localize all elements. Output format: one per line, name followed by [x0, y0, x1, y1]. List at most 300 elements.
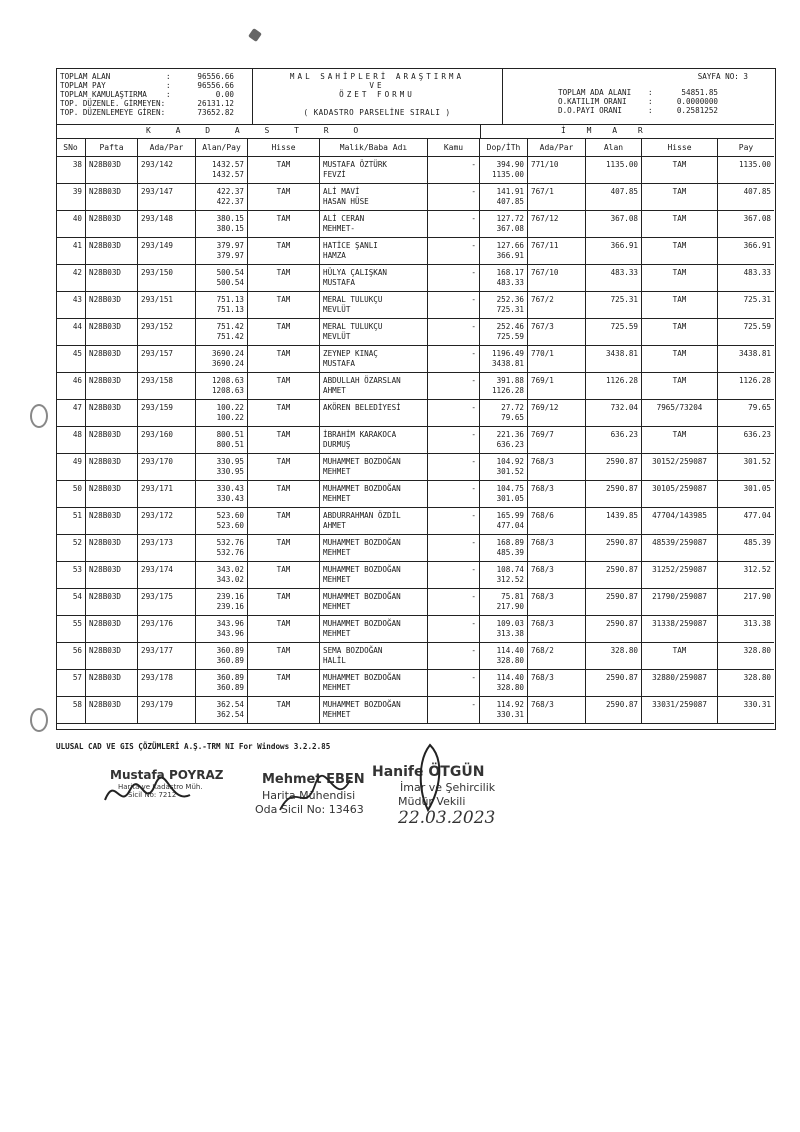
table-row — [56, 183, 774, 211]
cell-imar-pay — [718, 507, 774, 534]
cell-sno — [56, 237, 86, 264]
cell-ialan: 725.59 — [610, 322, 638, 331]
cell-ialan: 483.33 — [610, 268, 638, 277]
table-row — [56, 534, 774, 562]
cell-kamu — [428, 615, 480, 642]
cell-imar-ada-par — [528, 237, 586, 264]
cell-hisse — [248, 264, 320, 291]
cell-malik — [320, 453, 428, 480]
totals-block — [56, 68, 253, 124]
cell-sno: 57 — [72, 673, 82, 682]
cell-dop-ith — [480, 237, 528, 264]
cell-hisse — [248, 372, 320, 399]
cell-sno: 41 — [72, 241, 82, 250]
cell-hisse — [248, 291, 320, 318]
column-header-dop-ith: Dop/İTh — [480, 138, 528, 156]
form-title-line3: ÖZET FORMU — [339, 90, 415, 99]
cell-imar-hisse — [642, 345, 718, 372]
cell-imar-hisse — [642, 696, 718, 723]
cell-dop-ith — [480, 399, 528, 426]
cell-malik — [320, 426, 428, 453]
cell-baba: HALİL — [323, 656, 346, 665]
cell-ith: 725.31 — [496, 305, 524, 314]
cell-iadapar: 770/1 — [531, 349, 554, 358]
cell-hisse — [248, 345, 320, 372]
cell-imar-alan — [586, 588, 642, 615]
cell-hisse: TAM — [276, 241, 291, 250]
cell-iadapar: 768/3 — [531, 565, 554, 574]
cell-sno: 45 — [72, 349, 82, 358]
cell-iadapar: 768/3 — [531, 457, 554, 466]
cell-ada-par — [138, 399, 196, 426]
cell-malik — [320, 669, 428, 696]
cell-imar-ada-par — [528, 696, 586, 723]
cell-ialan: 1135.00 — [605, 160, 638, 169]
cell-hisse: TAM — [276, 592, 291, 601]
column-header-pafta: Pafta — [86, 138, 138, 156]
cell-iadapar: 769/7 — [531, 430, 554, 439]
cell-ihisse: 31252/259087 — [652, 565, 707, 574]
cell-imar-pay — [718, 615, 774, 642]
cell-kamu: - — [471, 268, 476, 277]
cell-imar-alan — [586, 183, 642, 210]
cell-baba: DURMUŞ — [323, 440, 351, 449]
signature-2-scribble — [275, 770, 355, 820]
section-kadastro: K A D A S T R O — [56, 124, 481, 138]
cell-pafta: N28B03D — [89, 349, 122, 358]
cell-ipay: 483.33 — [743, 268, 771, 277]
cell-ialan: 1439.85 — [605, 511, 638, 520]
cell-malik — [320, 561, 428, 588]
cell-ihisse: TAM — [672, 322, 687, 331]
signature-1-number: Sicil No: 7212 — [128, 791, 177, 799]
cell-imar-pay — [718, 345, 774, 372]
cell-imar-alan — [586, 615, 642, 642]
cell-sno — [56, 453, 86, 480]
cell-sno: 49 — [72, 457, 82, 466]
cell-imar-hisse — [642, 561, 718, 588]
cell-pafta: N28B03D — [89, 457, 122, 466]
cell-alan-pay — [196, 507, 248, 534]
cell-pay: 362.54 — [216, 710, 244, 719]
cell-alan-pay — [196, 615, 248, 642]
cell-imar-alan — [586, 291, 642, 318]
cell-hisse: TAM — [276, 214, 291, 223]
cell-hisse — [248, 615, 320, 642]
cell-ipay: 636.23 — [743, 430, 771, 439]
cell-kamu — [428, 156, 480, 183]
cell-alan-pay — [196, 426, 248, 453]
do-payi-orani: D.O.PAYI ORANI : 0.2581252 — [558, 106, 718, 115]
cell-dop: 114.92 — [496, 700, 524, 709]
cell-pay: 1208.63 — [211, 386, 244, 395]
cell-pafta — [86, 615, 138, 642]
cell-ihisse: 47704/143985 — [652, 511, 707, 520]
cell-hisse — [248, 588, 320, 615]
cell-imar-alan — [586, 669, 642, 696]
cell-malik: MERAL TULUKÇU — [323, 295, 383, 304]
cell-malik — [320, 210, 428, 237]
signature-1-name: Mustafa POYRAZ — [110, 768, 224, 782]
cell-sno — [56, 210, 86, 237]
cell-adapar: 293/170 — [141, 457, 174, 466]
cell-ada-par — [138, 561, 196, 588]
cell-ada-par — [138, 426, 196, 453]
cell-imar-ada-par — [528, 183, 586, 210]
cell-pafta: N28B03D — [89, 403, 122, 412]
cell-dop: 1196.49 — [491, 349, 524, 358]
cell-ihisse: TAM — [672, 646, 687, 655]
cell-ada-par — [138, 615, 196, 642]
cell-alan: 1432.57 — [211, 160, 244, 169]
cell-sno: 44 — [72, 322, 82, 331]
cell-imar-alan — [586, 561, 642, 588]
cell-ihisse: 31338/259087 — [652, 619, 707, 628]
cell-alan: 100.22 — [216, 403, 244, 412]
cell-kamu: - — [471, 295, 476, 304]
cell-dop-ith — [480, 480, 528, 507]
cell-malik: ZEYNEP KINAÇ — [323, 349, 378, 358]
cell-ihisse: TAM — [672, 349, 687, 358]
table-row — [56, 669, 774, 697]
cell-malik: ABDURRAHMAN ÖZDİL — [323, 511, 401, 520]
cell-imar-alan — [586, 237, 642, 264]
cell-imar-hisse — [642, 426, 718, 453]
cell-kamu: - — [471, 700, 476, 709]
cell-dop-ith — [480, 345, 528, 372]
total-girmeyen: TOP. DÜZENLE. GİRMEYEN: 26131.12 — [60, 99, 234, 108]
cell-ada-par — [138, 372, 196, 399]
cell-ipay: 328.80 — [743, 646, 771, 655]
column-header-sno: SNo — [56, 138, 86, 156]
cell-adapar: 293/158 — [141, 376, 174, 385]
cell-sno — [56, 480, 86, 507]
cell-kamu: - — [471, 646, 476, 655]
cell-ialan: 1126.28 — [605, 376, 638, 385]
signature-2-number: Oda Sicil No: 13463 — [255, 803, 364, 816]
cell-sno — [56, 183, 86, 210]
cell-pafta: N28B03D — [89, 646, 122, 655]
cell-malik: MUHAMMET BOZDOĞAN — [323, 700, 401, 709]
cell-ith: 725.59 — [496, 332, 524, 341]
cell-ith: 407.85 — [496, 197, 524, 206]
cell-sno: 53 — [72, 565, 82, 574]
cell-ada-par — [138, 156, 196, 183]
cell-imar-pay — [718, 372, 774, 399]
cell-ipay: 366.91 — [743, 241, 771, 250]
cell-pay: 360.89 — [216, 683, 244, 692]
cell-sno: 43 — [72, 295, 82, 304]
cell-pafta — [86, 372, 138, 399]
cell-ith: 367.08 — [496, 224, 524, 233]
cell-pafta: N28B03D — [89, 160, 122, 169]
cell-alan: 523.60 — [216, 511, 244, 520]
cell-iadapar: 768/6 — [531, 511, 554, 520]
cell-ialan: 367.08 — [610, 214, 638, 223]
cell-imar-pay — [718, 534, 774, 561]
cell-pafta — [86, 264, 138, 291]
cell-kamu — [428, 183, 480, 210]
cell-kamu: - — [471, 484, 476, 493]
cell-dop: 27.72 — [501, 403, 524, 412]
cell-dop-ith — [480, 318, 528, 345]
cell-malik: MUHAMMET BOZDOĞAN — [323, 592, 401, 601]
cell-hisse — [248, 453, 320, 480]
cell-sno — [56, 507, 86, 534]
cell-kamu — [428, 399, 480, 426]
cell-adapar: 293/178 — [141, 673, 174, 682]
cell-adapar: 293/174 — [141, 565, 174, 574]
cell-alan: 500.54 — [216, 268, 244, 277]
page-number: SAYFA NO: 3 — [697, 72, 748, 81]
cell-ihisse: 33031/259087 — [652, 700, 707, 709]
cell-ipay: 217.90 — [743, 592, 771, 601]
cell-malik: HÜLYA ÇALIŞKAN — [323, 268, 388, 277]
cell-kamu — [428, 264, 480, 291]
form-title-line2: VE — [369, 81, 385, 90]
cell-ith: 301.05 — [496, 494, 524, 503]
cell-ada-par — [138, 588, 196, 615]
cell-adapar: 293/172 — [141, 511, 174, 520]
cell-malik: MUSTAFA ÖZTÜRK — [323, 160, 388, 169]
cell-dop: 168.17 — [496, 268, 524, 277]
cell-ith: 313.38 — [496, 629, 524, 638]
total-alan: TOPLAM ALAN : 96556.66 — [60, 72, 234, 81]
cell-pafta — [86, 669, 138, 696]
cell-ihisse: 30105/259087 — [652, 484, 707, 493]
cell-sno: 40 — [72, 214, 82, 223]
cell-ialan: 2590.87 — [605, 619, 638, 628]
cell-alan: 3690.24 — [211, 349, 244, 358]
cell-pafta: N28B03D — [89, 241, 122, 250]
cell-alan-pay — [196, 318, 248, 345]
cell-ialan: 2590.87 — [605, 457, 638, 466]
cell-pafta — [86, 399, 138, 426]
cell-pafta: N28B03D — [89, 430, 122, 439]
cell-ialan: 3438.81 — [605, 349, 638, 358]
cell-kamu: - — [471, 187, 476, 196]
cell-ihisse: TAM — [672, 268, 687, 277]
cell-imar-hisse — [642, 453, 718, 480]
cell-alan-pay — [196, 210, 248, 237]
cell-imar-ada-par — [528, 507, 586, 534]
cell-sno — [56, 588, 86, 615]
cell-adapar: 293/173 — [141, 538, 174, 547]
cell-pafta — [86, 210, 138, 237]
software-footer: ULUSAL CAD VE GIS ÇÖZÜMLERİ A.Ş.-TRM NI For Windows 3.2.2.85 — [56, 742, 331, 751]
signature-3-title: İmar ve Şehircilik — [400, 781, 496, 794]
cell-alan-pay — [196, 372, 248, 399]
cell-iadapar: 771/10 — [531, 160, 559, 169]
cell-pay: 239.16 — [216, 602, 244, 611]
cell-sno: 51 — [72, 511, 82, 520]
cell-adapar: 293/142 — [141, 160, 174, 169]
cell-adapar: 293/177 — [141, 646, 174, 655]
signature-1-scribble — [100, 770, 200, 815]
cell-dop: 252.36 — [496, 295, 524, 304]
cell-alan-pay — [196, 642, 248, 669]
cell-iadapar: 768/3 — [531, 700, 554, 709]
cell-dop: 391.88 — [496, 376, 524, 385]
total-pay: TOPLAM PAY : 96556.66 — [60, 81, 234, 90]
cell-kamu — [428, 237, 480, 264]
cell-imar-hisse — [642, 534, 718, 561]
cell-hisse: TAM — [276, 403, 291, 412]
cell-alan: 330.43 — [216, 484, 244, 493]
cell-baba: HASAN HÜSE — [323, 197, 369, 206]
cell-baba: MEHMET — [323, 629, 351, 638]
cell-imar-alan — [586, 156, 642, 183]
cell-hisse: TAM — [276, 457, 291, 466]
cell-pay: 523.60 — [216, 521, 244, 530]
cell-imar-hisse — [642, 399, 718, 426]
cell-hisse — [248, 210, 320, 237]
cell-pay: 330.43 — [216, 494, 244, 503]
cell-ipay: 328.80 — [743, 673, 771, 682]
cell-imar-hisse — [642, 156, 718, 183]
cell-imar-pay — [718, 588, 774, 615]
cell-kamu: - — [471, 565, 476, 574]
cell-imar-hisse — [642, 318, 718, 345]
cell-kamu: - — [471, 538, 476, 547]
table-row — [56, 426, 774, 454]
cell-malik — [320, 507, 428, 534]
cell-adapar: 293/171 — [141, 484, 174, 493]
cell-baba: MEHMET — [323, 494, 351, 503]
cell-hisse — [248, 669, 320, 696]
cell-kamu: - — [471, 673, 476, 682]
cell-malik — [320, 264, 428, 291]
cell-imar-alan — [586, 534, 642, 561]
table-row — [56, 480, 774, 508]
cell-malik: MUHAMMET BOZDOĞAN — [323, 484, 401, 493]
cell-pay: 100.22 — [216, 413, 244, 422]
cell-ith: 301.52 — [496, 467, 524, 476]
cell-malik — [320, 237, 428, 264]
cell-ada-par — [138, 264, 196, 291]
cell-alan: 343.02 — [216, 565, 244, 574]
cell-hisse: TAM — [276, 700, 291, 709]
cell-ipay: 367.08 — [743, 214, 771, 223]
form-header — [56, 68, 774, 125]
cell-sno — [56, 696, 86, 723]
cell-sno: 47 — [72, 403, 82, 412]
cell-imar-ada-par — [528, 561, 586, 588]
table-row — [56, 561, 774, 589]
cell-imar-alan — [586, 372, 642, 399]
cell-kamu — [428, 372, 480, 399]
cell-pafta: N28B03D — [89, 673, 122, 682]
cell-imar-pay — [718, 237, 774, 264]
cell-ipay: 3438.81 — [738, 349, 771, 358]
cell-ada-par — [138, 237, 196, 264]
cell-baba: MEHMET — [323, 575, 351, 584]
cell-malik — [320, 696, 428, 723]
cell-ihisse: 30152/259087 — [652, 457, 707, 466]
cell-sno: 54 — [72, 592, 82, 601]
cell-dop-ith — [480, 372, 528, 399]
column-header-ada-par: Ada/Par — [138, 138, 196, 156]
cell-alan: 800.51 — [216, 430, 244, 439]
signature-3-scribble — [410, 740, 450, 820]
cell-ialan: 2590.87 — [605, 673, 638, 682]
cell-sno: 46 — [72, 376, 82, 385]
cell-sno — [56, 264, 86, 291]
cell-hisse: TAM — [276, 349, 291, 358]
cell-pafta — [86, 588, 138, 615]
cell-imar-pay — [718, 696, 774, 723]
cell-dop: 165.99 — [496, 511, 524, 520]
cell-ith: 366.91 — [496, 251, 524, 260]
cell-adapar: 293/176 — [141, 619, 174, 628]
cell-imar-ada-par — [528, 291, 586, 318]
table-row — [56, 291, 774, 319]
cell-ith: 1126.28 — [491, 386, 524, 395]
total-giren: TOP. DÜZENLEMEYE GİREN: 73652.82 — [60, 108, 234, 117]
cell-imar-alan — [586, 480, 642, 507]
cell-ada-par — [138, 642, 196, 669]
cell-baba: MEHMET — [323, 602, 351, 611]
cell-ihisse: TAM — [672, 295, 687, 304]
cell-imar-hisse — [642, 588, 718, 615]
column-header-imar-pay: Pay — [738, 143, 754, 152]
cell-hisse: TAM — [276, 619, 291, 628]
cell-pafta — [86, 642, 138, 669]
cell-hisse: TAM — [276, 484, 291, 493]
cell-iadapar: 768/3 — [531, 619, 554, 628]
cell-imar-hisse — [642, 480, 718, 507]
cell-alan: 360.89 — [216, 673, 244, 682]
cell-ada-par — [138, 507, 196, 534]
cell-imar-alan — [586, 318, 642, 345]
cell-pafta — [86, 561, 138, 588]
cell-pafta — [86, 696, 138, 723]
column-header-row — [56, 138, 774, 157]
cell-imar-ada-par — [528, 453, 586, 480]
cell-ihisse: 7965/73204 — [656, 403, 703, 412]
signature-3-title2: Müdür Vekili — [398, 795, 466, 808]
cell-ipay: 301.52 — [743, 457, 771, 466]
cell-dop-ith — [480, 453, 528, 480]
cell-kamu: - — [471, 376, 476, 385]
table-row — [56, 507, 774, 535]
cell-ipay: 485.39 — [743, 538, 771, 547]
cell-malik — [320, 642, 428, 669]
cell-sno: 52 — [72, 538, 82, 547]
cell-ith: 1135.00 — [491, 170, 524, 179]
cell-ialan: 732.04 — [610, 403, 638, 412]
cell-imar-pay — [718, 669, 774, 696]
cell-sno — [56, 318, 86, 345]
cell-ith: 636.23 — [496, 440, 524, 449]
cell-ialan: 636.23 — [610, 430, 638, 439]
cell-adapar: 293/149 — [141, 241, 174, 250]
cell-pay: 422.37 — [216, 197, 244, 206]
cell-malik — [320, 291, 428, 318]
cell-iadapar: 768/3 — [531, 592, 554, 601]
total-kamulastirma: TOPLAM KAMULAŞTIRMA : 0.00 — [60, 90, 234, 99]
cell-dop: 109.03 — [496, 619, 524, 628]
cell-ipay: 1126.28 — [738, 376, 771, 385]
cell-imar-pay — [718, 642, 774, 669]
cell-sno — [56, 426, 86, 453]
cell-adapar: 293/152 — [141, 322, 174, 331]
cell-sno: 48 — [72, 430, 82, 439]
cell-ada-par — [138, 318, 196, 345]
cell-ith: 328.80 — [496, 683, 524, 692]
toplam-ada-alani: TOPLAM ADA ALANI : 54851.85 — [558, 88, 718, 97]
cell-ipay: 477.04 — [743, 511, 771, 520]
